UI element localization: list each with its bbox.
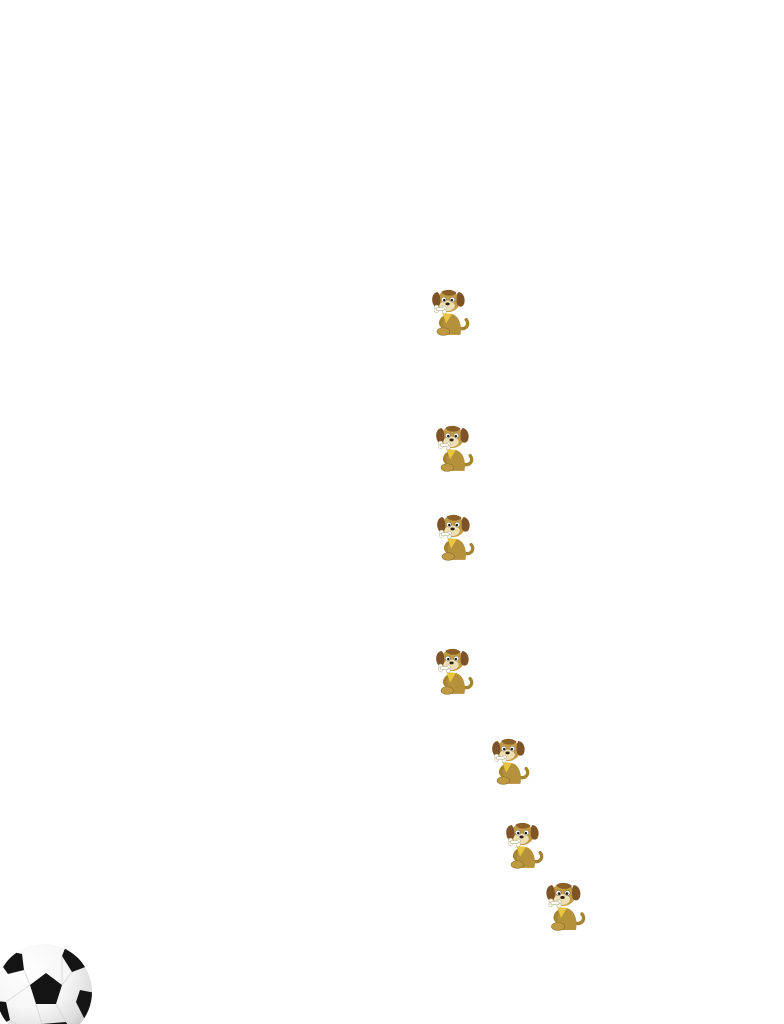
puppy-with-bone-icon: [432, 424, 474, 472]
grass-blades: [0, 955, 222, 1024]
puppy-with-bone-icon: [488, 737, 530, 785]
puppy-with-bone-icon: [542, 881, 586, 931]
puppy-with-bone-icon: [502, 821, 544, 869]
grass-image: [0, 955, 222, 1024]
puppy-with-bone-icon: [432, 647, 474, 695]
puppy-with-bone-icon: [428, 288, 470, 336]
puppy-with-bone-icon: [433, 513, 475, 561]
